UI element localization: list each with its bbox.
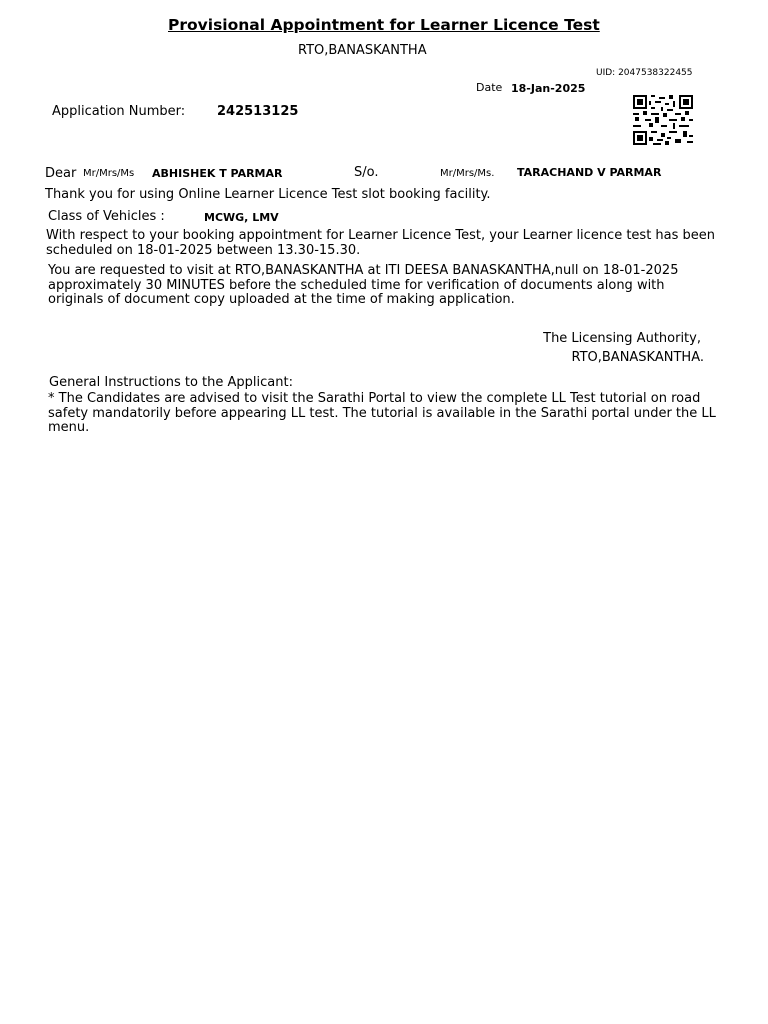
applicant-name: ABHISHEK T PARMAR — [152, 167, 283, 180]
salutation-father: Mr/Mrs/Ms. — [440, 168, 495, 179]
father-name: TARACHAND V PARMAR — [517, 166, 662, 179]
vehicle-class-label: Class of Vehicles : — [48, 209, 165, 224]
office-name: RTO,BANASKANTHA — [298, 43, 427, 58]
relation-label: S/o. — [354, 165, 379, 180]
instructions-title: General Instructions to the Applicant: — [49, 375, 293, 390]
salutation-applicant: Mr/Mrs/Ms — [83, 168, 135, 179]
uid-text: UID: 2047538322455 — [596, 68, 693, 78]
application-number-value: 242513125 — [217, 104, 299, 119]
dear-label: Dear — [45, 166, 77, 181]
signature-line-authority: The Licensing Authority, — [543, 331, 701, 346]
qr-code-icon — [633, 95, 693, 145]
signature-line-office: RTO,BANASKANTHA. — [571, 350, 704, 365]
date-value: 18-Jan-2025 — [511, 82, 586, 95]
schedule-paragraph: With respect to your booking appointment for Learner Licence Test, your Learner licence test has been scheduled on 18-01-2025 between 13.30-15.30. — [46, 228, 716, 258]
thanks-text: Thank you for using Online Learner Licence Test slot booking facility. — [45, 187, 491, 202]
instructions-text: * The Candidates are advised to visit the Sarathi Portal to view the complete LL Test tutorial on road safety mandatorily before appearing LL test. The tutorial is available in the Sarathi portal under the LL menu. — [48, 391, 716, 435]
vehicle-class-value: MCWG, LMV — [204, 211, 279, 224]
visit-paragraph: You are requested to visit at RTO,BANASKANTHA at ITI DEESA BANASKANTHA,null on 18-01-2025 approximately 30 MINUTES before the scheduled time for verification of documents along with originals of document copy uploaded at the time of making application. — [48, 263, 679, 307]
date-label: Date — [476, 81, 503, 94]
application-number-label: Application Number: — [52, 104, 186, 119]
page-title: Provisional Appointment for Learner Licence Test — [168, 16, 600, 34]
